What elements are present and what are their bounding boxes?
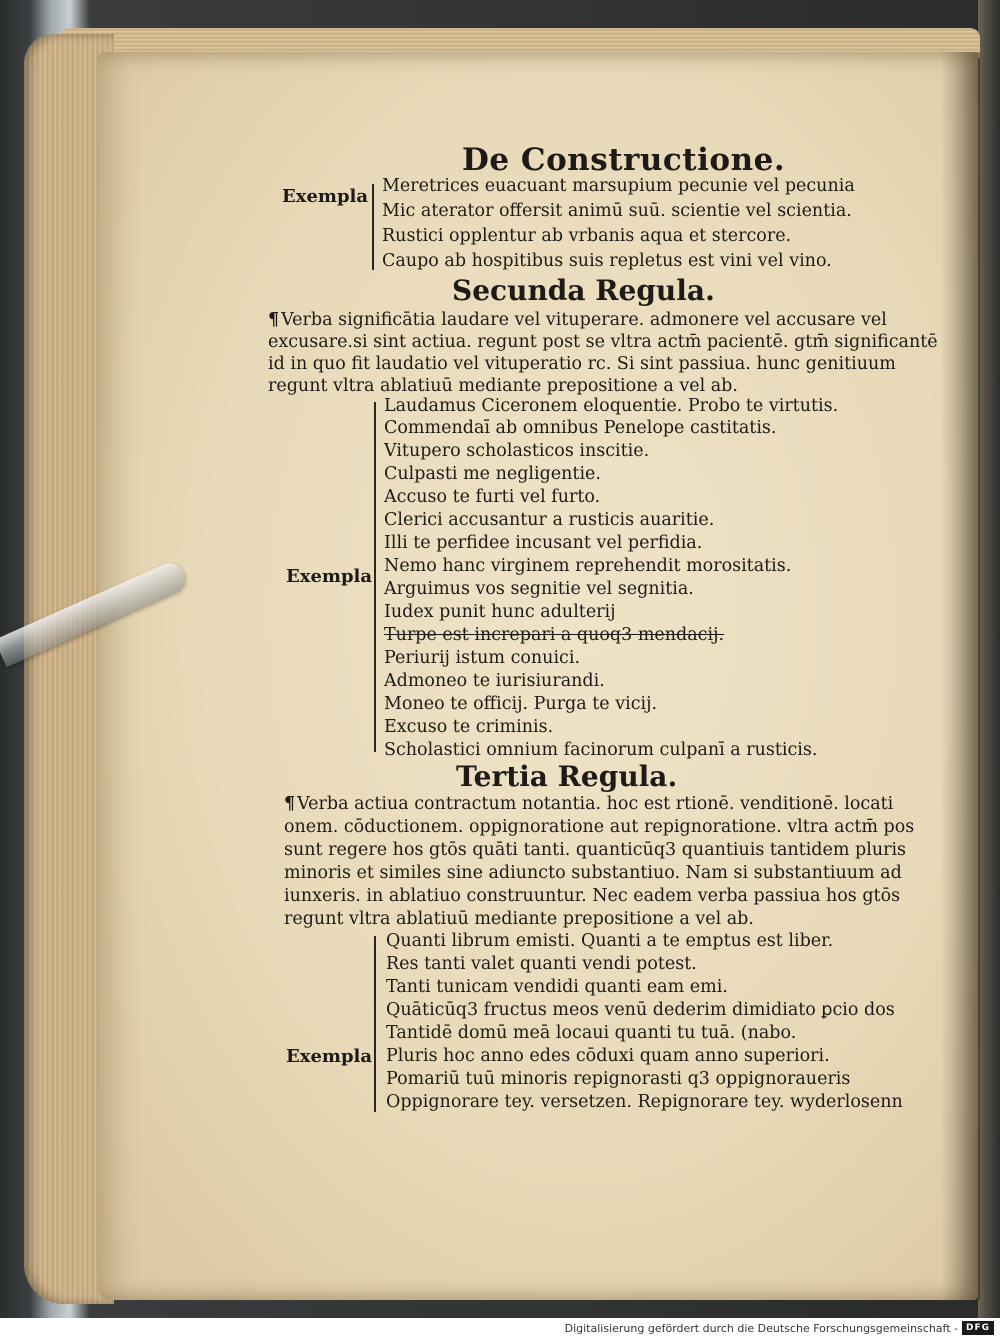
example-line: Tantidē domū meā locaui quanti tu tuā. (nabo. <box>386 1023 797 1043</box>
paragraph-line: ¶ Verba actiua contractum notantia. hoc est rtionē. venditionē. locati <box>284 794 894 814</box>
example-line: Pluris hoc anno edes cōduxi quam anno superiori. <box>386 1046 830 1066</box>
paragraph-line: regunt vltra ablatiuū mediante prepositione a vel ab. <box>284 909 754 929</box>
example-line: Caupo ab hospitibus suis repletus est vini vel vino. <box>382 251 832 271</box>
brace-2 <box>374 402 376 752</box>
paragraph-line: excusare.si sint actiua. regunt post se vltra actm̄ pacientē. gtm̄ significantē <box>268 332 938 352</box>
pilcrow-icon: ¶ <box>268 310 280 330</box>
example-line: Vitupero scholasticos inscitie. <box>384 441 650 461</box>
example-line: Accuso te furti vel furto. <box>384 487 601 507</box>
example-label-3: Exempla <box>286 1046 373 1067</box>
example-label-1: Exempla <box>282 186 369 207</box>
example-line: Tanti tunicam vendidi quanti eam emi. <box>386 977 728 997</box>
pilcrow-icon: ¶ <box>284 794 296 814</box>
example-line: Clerici accusantur a rusticis auaritie. <box>384 510 715 530</box>
dfg-logo-icon: DFG <box>962 1321 994 1335</box>
footer-credit: Digitalisierung gefördert durch die Deutsche Forschungsgemeinschaft - <box>564 1322 958 1335</box>
example-line: Meretrices euacuant marsupium pecunie vel pecunia <box>382 176 855 196</box>
page-heading: De Constructione. <box>462 142 786 178</box>
paragraph-line: iunxeris. in ablatiuo construuntur. Nec eadem verba passiua hos gtōs <box>284 886 901 906</box>
example-line: Admoneo te iurisiurandi. <box>384 671 605 691</box>
example-line: Nemo hanc virginem reprehendit morositatis. <box>384 556 792 576</box>
paragraph-line: regunt vltra ablatiuū mediante prepositione a vel ab. <box>268 376 738 396</box>
paragraph-line: sunt regere hos gtōs quāti tanti. quanticūq3 quantiuis tantidem pluris <box>284 840 907 860</box>
example-line: Laudamus Ciceronem eloquentie. Probo te virtutis. <box>384 396 839 416</box>
example-line: Arguimus vos segnitie vel segnitia. <box>384 579 694 599</box>
book-cover-edge <box>978 0 1000 1318</box>
paragraph-line: id in quo fit laudatio vel vituperatio rc. Si sint passiua. hunc genitiuum <box>268 354 896 374</box>
example-line: Scholastici omnium facinorum culpanī a rusticis. <box>384 740 818 760</box>
example-line: Moneo te officij. Purga te vicij. <box>384 694 658 714</box>
example-line: Pomariū tuū minoris repignorasti q3 oppignoraueris <box>386 1069 851 1089</box>
example-line: Res tanti valet quanti vendi potest. <box>386 954 697 974</box>
example-line: Quanti librum emisti. Quanti a te emptus est liber. <box>386 931 834 951</box>
example-line: Oppignorare tey. versetzen. Repignorare tey. wyderlosenn <box>386 1092 903 1112</box>
paragraph-line: ¶ Verba significātia laudare vel vituperare. admonere vel accusare vel <box>268 310 887 330</box>
example-line: Periurij istum conuici. <box>384 648 581 668</box>
section-title-tertia: Tertia Regula. <box>456 760 678 793</box>
example-label-2: Exempla <box>286 566 373 587</box>
example-line: Excuso te criminis. <box>384 717 554 737</box>
example-line: Quāticūq3 fructus meos venū dederim dimidiato ꝑcio dos <box>386 1000 895 1020</box>
example-line: Rustici opplentur ab vrbanis aqua et stercore. <box>382 226 792 246</box>
section-title-secunda: Secunda Regula. <box>452 274 715 307</box>
brace-3 <box>374 936 376 1112</box>
example-line: Iudex punit hunc adulterij <box>384 602 616 622</box>
example-line-struck: Turpe est increpari a quoq3 mendacij. <box>384 625 725 645</box>
paragraph-line: onem. cōductionem. oppignoratione aut repignoratione. vltra actm̄ pos <box>284 817 915 837</box>
paragraph-line: minoris et similes sine adiuncto substantiuo. Nam si substantiuum ad <box>284 863 902 883</box>
gutter-shadow <box>940 52 980 1300</box>
example-line: Culpasti me negligentie. <box>384 464 601 484</box>
example-line: Mic aterator offersit animū suū. scientie vel scientia. <box>382 201 852 221</box>
brace-1 <box>372 184 374 270</box>
example-line: Illi te perfidee incusant vel perfidia. <box>384 533 703 553</box>
example-line: Commendaī ab omnibus Penelope castitatis. <box>384 418 777 438</box>
